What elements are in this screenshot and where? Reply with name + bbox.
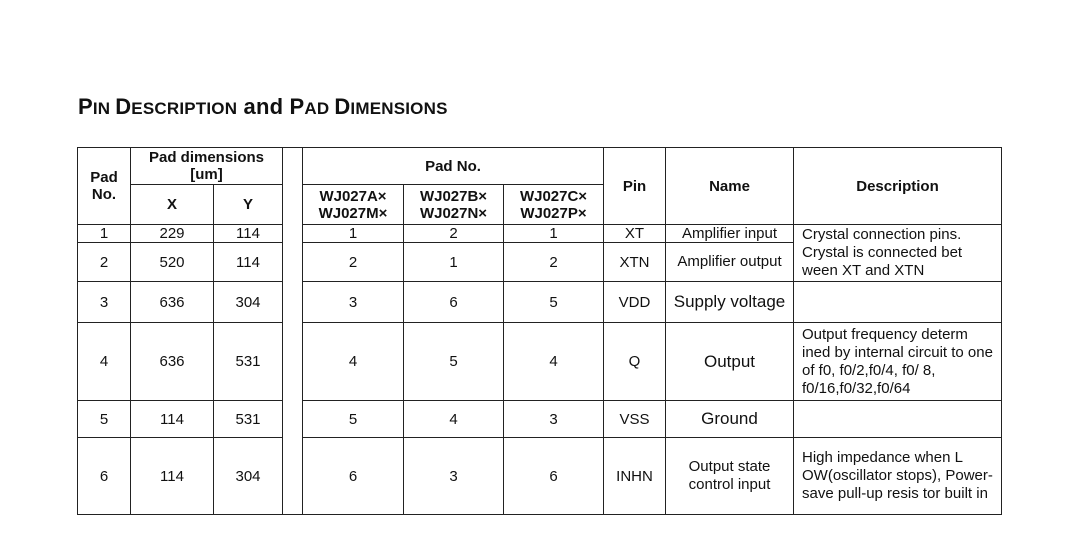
table-row [78, 438, 1002, 515]
cell-pin: INHN [604, 438, 666, 515]
cell-variant-c: 5 [504, 282, 604, 323]
cell-variant-a: 1 [303, 225, 404, 243]
cell-variant-c: 2 [504, 243, 604, 282]
cell-pad: 4 [78, 323, 131, 401]
cell-x: 636 [131, 323, 214, 401]
header-pad-no-group: Pad No. [303, 148, 604, 185]
cell-y: 531 [214, 323, 283, 401]
cell-variant-b: 2 [404, 225, 504, 243]
cell-variant-b: 5 [404, 323, 504, 401]
cell-pad: 6 [78, 438, 131, 515]
cell-variant-a: 2 [303, 243, 404, 282]
cell-variant-c: 4 [504, 323, 604, 401]
cell-pin: VSS [604, 401, 666, 438]
cell-y: 531 [214, 401, 283, 438]
cell-y: 304 [214, 282, 283, 323]
cell-pad: 5 [78, 401, 131, 438]
cell-variant-c: 1 [504, 225, 604, 243]
cell-description [794, 401, 1002, 438]
cell-variant-c: 6 [504, 438, 604, 515]
cell-variant-a: 4 [303, 323, 404, 401]
cell-name: Output state control input [666, 438, 794, 515]
cell-x: 229 [131, 225, 214, 243]
header-name: Name [666, 148, 794, 225]
header-pad-dimensions: Pad dimensions [um] [131, 148, 283, 185]
cell-pad: 3 [78, 282, 131, 323]
header-pin: Pin [604, 148, 666, 225]
cell-name: Ground [666, 401, 794, 438]
header-variant-c: WJ027C× WJ027P× [504, 185, 604, 225]
column-gap [283, 148, 303, 225]
cell-pin: XTN [604, 243, 666, 282]
cell-pin: Q [604, 323, 666, 401]
header-variant-b: WJ027B× WJ027N× [404, 185, 504, 225]
cell-variant-b: 3 [404, 438, 504, 515]
cell-name: Amplifier input [666, 225, 794, 243]
cell-pin: VDD [604, 282, 666, 323]
cell-x: 636 [131, 282, 214, 323]
cell-description: Crystal connection pins. Crystal is connected bet ween XT and XTN [794, 225, 1002, 282]
page-title: PIN DESCRIPTION and PAD DIMENSIONS [78, 94, 448, 119]
cell-variant-b: 1 [404, 243, 504, 282]
cell-variant-a: 5 [303, 401, 404, 438]
cell-variant-a: 6 [303, 438, 404, 515]
cell-description: Output frequency determ ined by internal circuit to one of f0, f0/2,f0/4, f0/ 8, f0/16,f0/32,f0/64 [794, 323, 1002, 401]
cell-y: 304 [214, 438, 283, 515]
table-row [78, 401, 1002, 438]
cell-x: 114 [131, 401, 214, 438]
pin-description-table [77, 147, 1002, 515]
cell-name: Amplifier output [666, 243, 794, 282]
header-pad-no: Pad No. [78, 148, 131, 225]
cell-name: Output [666, 323, 794, 401]
cell-x: 520 [131, 243, 214, 282]
cell-x: 114 [131, 438, 214, 515]
cell-pad: 2 [78, 243, 131, 282]
header-y: Y [214, 185, 283, 225]
table-row [78, 225, 1002, 243]
cell-pin: XT [604, 225, 666, 243]
table-row [78, 282, 1002, 323]
cell-pad: 1 [78, 225, 131, 243]
header-x: X [131, 185, 214, 225]
cell-variant-c: 3 [504, 401, 604, 438]
cell-y: 114 [214, 225, 283, 243]
header-variant-a: WJ027A× WJ027M× [303, 185, 404, 225]
cell-name: Supply voltage [666, 282, 794, 323]
cell-variant-a: 3 [303, 282, 404, 323]
cell-y: 114 [214, 243, 283, 282]
cell-variant-b: 4 [404, 401, 504, 438]
cell-description [794, 282, 1002, 323]
cell-variant-b: 6 [404, 282, 504, 323]
table-row [78, 323, 1002, 401]
header-description: Description [794, 148, 1002, 225]
cell-description: High impedance when L OW(oscillator stops), Power-save pull-up resis tor built in [794, 438, 1002, 515]
